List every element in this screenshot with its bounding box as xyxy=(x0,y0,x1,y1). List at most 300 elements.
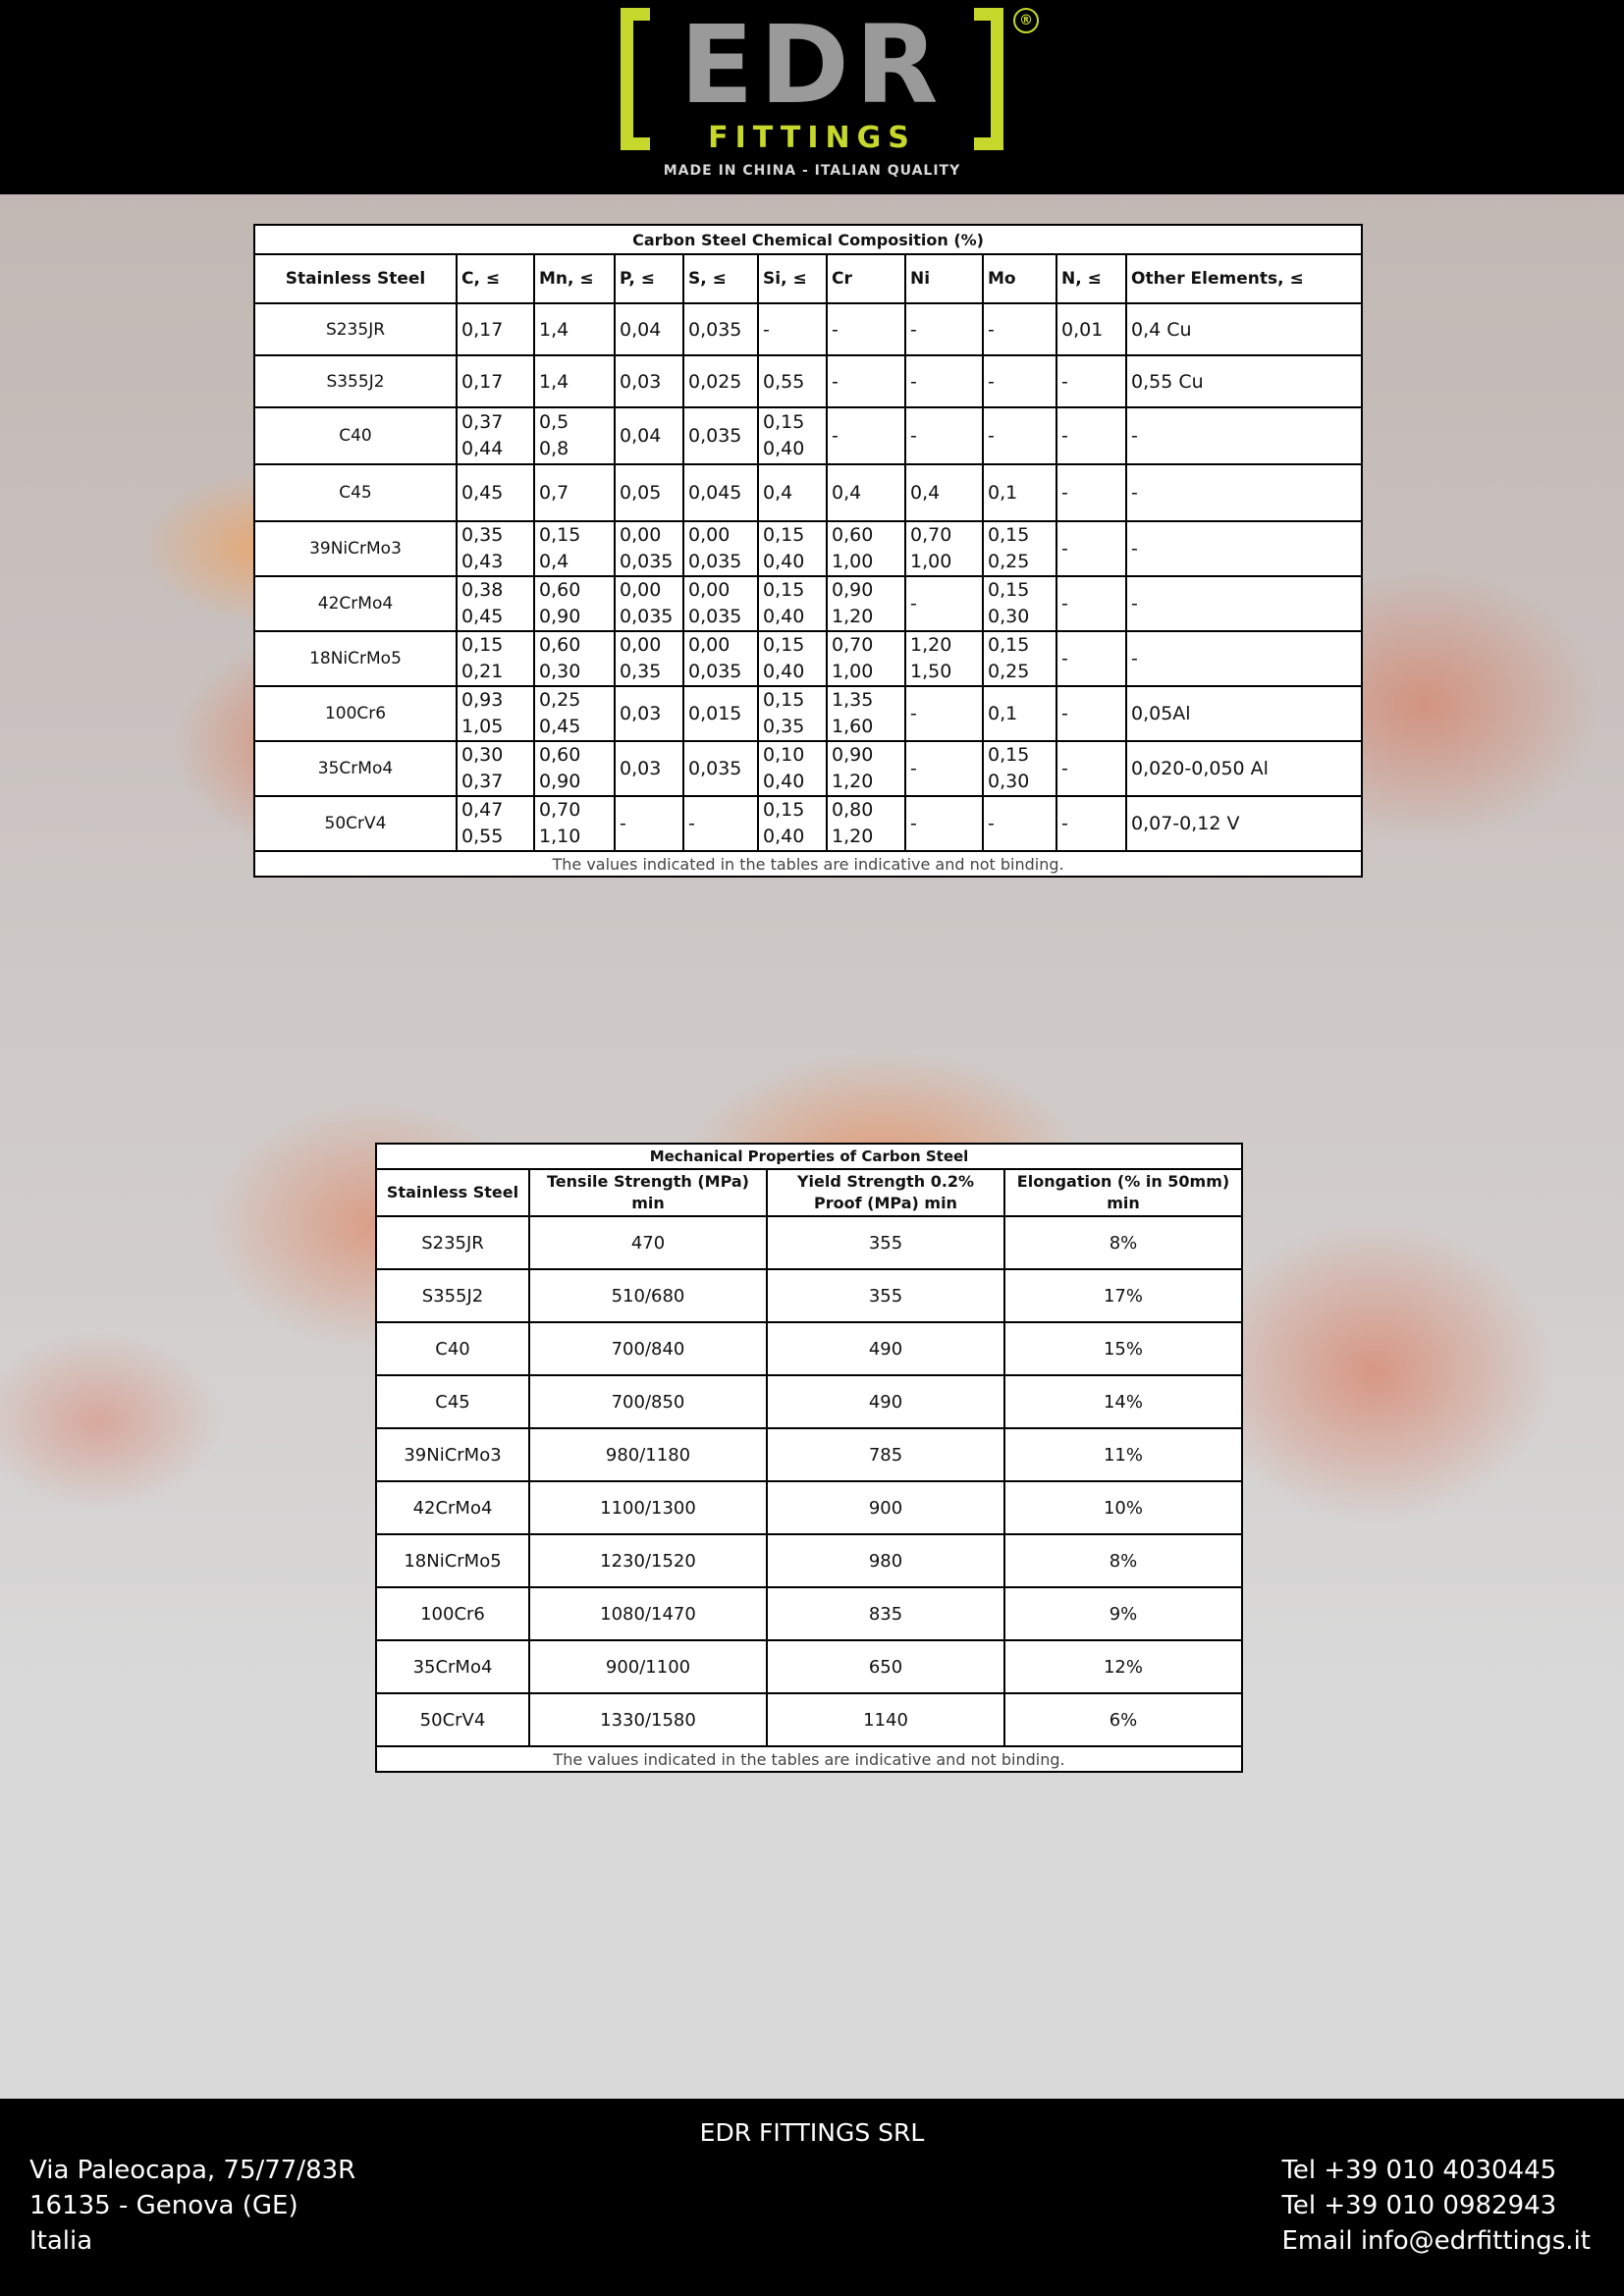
table-cell xyxy=(758,576,827,631)
table-cell: 510/680 xyxy=(529,1269,767,1322)
table-cell xyxy=(457,407,534,464)
cell-value: 0,35 xyxy=(620,661,662,682)
column-header: Yield Strength 0.2% Proof (MPa) min xyxy=(767,1169,1004,1216)
table-cell xyxy=(1126,576,1362,631)
table-header-row xyxy=(254,254,1362,303)
table-note: The values indicated in the tables are indicative and not binding. xyxy=(254,851,1362,877)
header-bar xyxy=(0,0,1624,194)
table-cell xyxy=(1056,741,1126,796)
table-cell: 1100/1300 xyxy=(529,1481,767,1534)
cell-value: 0,40 xyxy=(763,551,805,572)
cell-value: 1,35 xyxy=(832,689,874,711)
table-cell xyxy=(683,686,758,741)
table-cell xyxy=(683,355,758,407)
steel-grade: S355J2 xyxy=(254,355,457,407)
steel-grade: S235JR xyxy=(254,303,457,355)
cell-value: 0,40 xyxy=(763,661,805,682)
cell-value: 0,43 xyxy=(461,551,504,572)
table-cell xyxy=(1126,631,1362,686)
cell-value: 0,60 xyxy=(539,634,581,656)
steel-grade: 18NiCrMo5 xyxy=(376,1534,529,1587)
table-cell xyxy=(1056,686,1126,741)
cell-value: - xyxy=(910,813,917,834)
table-cell xyxy=(683,576,758,631)
table-cell: 785 xyxy=(767,1428,1004,1481)
table-cell: 355 xyxy=(767,1269,1004,1322)
cell-value: 0,15 xyxy=(763,689,805,711)
table-cell xyxy=(1056,521,1126,576)
table-row xyxy=(376,1534,1242,1587)
table-cell xyxy=(457,521,534,576)
cell-value: - xyxy=(988,425,995,447)
footer-bar xyxy=(0,2099,1624,2296)
table-cell xyxy=(457,741,534,796)
cell-value: 0,015 xyxy=(688,703,742,724)
cell-value: 0,03 xyxy=(620,703,662,724)
cell-value: 0,45 xyxy=(461,606,504,627)
table-cell xyxy=(983,355,1056,407)
cell-value: 0,37 xyxy=(461,771,504,792)
column-header: Ni xyxy=(905,254,983,303)
cell-value: 0,035 xyxy=(688,425,742,447)
steel-grade: 100Cr6 xyxy=(254,686,457,741)
cell-value: 0,4 xyxy=(910,482,941,504)
table-cell xyxy=(905,407,983,464)
cell-value: 0,10 xyxy=(763,744,805,766)
table-note-row xyxy=(254,851,1362,877)
table-cell xyxy=(683,521,758,576)
table-cell xyxy=(534,355,615,407)
table-row xyxy=(254,464,1362,521)
table-cell xyxy=(1056,407,1126,464)
cell-value: 0,60 xyxy=(539,579,581,601)
table-cell xyxy=(905,796,983,851)
steel-grade: C45 xyxy=(254,464,457,521)
cell-value: 0,035 xyxy=(688,758,742,779)
table-cell xyxy=(457,631,534,686)
cell-value: - xyxy=(1061,482,1068,504)
cell-value: 0,38 xyxy=(461,579,504,601)
table-cell xyxy=(827,521,905,576)
cell-value: - xyxy=(988,370,995,393)
cell-value: 0,03 xyxy=(620,370,662,393)
cell-value: 0,21 xyxy=(461,661,504,682)
steel-grade: C40 xyxy=(254,407,457,464)
table-row xyxy=(376,1375,1242,1428)
cell-value: 0,04 xyxy=(620,425,662,447)
cell-value: 0,55 xyxy=(763,370,805,393)
cell-value: 0,25 xyxy=(988,551,1030,572)
table-cell xyxy=(615,355,683,407)
table-cell: 11% xyxy=(1004,1428,1242,1481)
cell-value: 0,4 xyxy=(832,482,862,504)
cell-value: 0,8 xyxy=(539,438,569,459)
logo-subtext: FITTINGS xyxy=(708,121,916,155)
cell-value: 0,25 xyxy=(988,661,1030,682)
table-cell xyxy=(534,576,615,631)
cell-value: 0,15 xyxy=(988,524,1030,546)
table-cell xyxy=(683,303,758,355)
table-cell: 8% xyxy=(1004,1534,1242,1587)
table-cell xyxy=(1056,576,1126,631)
cell-value: 0,025 xyxy=(688,370,742,393)
table-cell: 650 xyxy=(767,1640,1004,1693)
cell-value: 1,20 xyxy=(910,634,952,656)
cell-value: - xyxy=(1061,593,1068,614)
table-cell xyxy=(534,686,615,741)
footer-company-name: EDR FITTINGS SRL xyxy=(699,2118,925,2147)
cell-value: 0,035 xyxy=(688,606,742,627)
table-row xyxy=(254,631,1362,686)
table-cell: 8% xyxy=(1004,1216,1242,1269)
cell-value: 1,05 xyxy=(461,716,504,737)
cell-value: 0,93 xyxy=(461,689,504,711)
cell-value: 0,70 xyxy=(910,524,952,546)
table-cell: 900 xyxy=(767,1481,1004,1534)
cell-value: 0,47 xyxy=(461,799,504,821)
cell-value: 0,035 xyxy=(688,318,742,341)
cell-value: 0,020-0,050 Al xyxy=(1131,758,1269,779)
table-cell xyxy=(758,303,827,355)
column-header: S, ≤ xyxy=(683,254,758,303)
cell-value: 0,17 xyxy=(461,318,504,341)
column-header: P, ≤ xyxy=(615,254,683,303)
table-cell xyxy=(683,407,758,464)
table-cell: 1140 xyxy=(767,1693,1004,1746)
phone-number[interactable]: Tel +39 010 0982943 xyxy=(1281,2191,1557,2220)
cell-value: 0,7 xyxy=(539,482,569,504)
column-header: C, ≤ xyxy=(457,254,534,303)
table-cell: 1330/1580 xyxy=(529,1693,767,1746)
table-cell: 980 xyxy=(767,1534,1004,1587)
cell-value: - xyxy=(1131,425,1138,447)
table-note-row xyxy=(376,1746,1242,1772)
cell-value: 0,40 xyxy=(763,771,805,792)
cell-value: 0,37 xyxy=(461,411,504,433)
table-cell xyxy=(1126,407,1362,464)
cell-value: - xyxy=(688,813,695,834)
table-cell: 10% xyxy=(1004,1481,1242,1534)
steel-grade: 39NiCrMo3 xyxy=(254,521,457,576)
cell-value: - xyxy=(1061,425,1068,447)
column-header: Tensile Strength (MPa) min xyxy=(529,1169,767,1216)
cell-value: 0,60 xyxy=(832,524,874,546)
table-cell: 1230/1520 xyxy=(529,1534,767,1587)
cell-value: 0,035 xyxy=(688,551,742,572)
steel-grade: 39NiCrMo3 xyxy=(376,1428,529,1481)
table-cell xyxy=(758,796,827,851)
cell-value: 0,05Al xyxy=(1131,703,1191,724)
cell-value: - xyxy=(1131,648,1138,669)
cell-value: 0,90 xyxy=(832,579,874,601)
cell-value: 0,90 xyxy=(832,744,874,766)
cell-value: 0,00 xyxy=(688,579,731,601)
cell-value: - xyxy=(1131,593,1138,614)
cell-value: 0,90 xyxy=(539,606,581,627)
cell-value: 0,00 xyxy=(620,524,662,546)
table-cell xyxy=(1056,355,1126,407)
table-row xyxy=(376,1481,1242,1534)
table-cell xyxy=(1056,796,1126,851)
table-header-row xyxy=(376,1169,1242,1216)
table-cell: 490 xyxy=(767,1322,1004,1375)
table-cell xyxy=(827,796,905,851)
cell-value: 1,20 xyxy=(832,826,874,847)
steel-grade: 42CrMo4 xyxy=(376,1481,529,1534)
cell-value: 0,15 xyxy=(988,744,1030,766)
table-cell xyxy=(758,407,827,464)
table-cell xyxy=(983,741,1056,796)
table-title: Carbon Steel Chemical Composition (%) xyxy=(254,225,1362,254)
table-cell xyxy=(683,796,758,851)
table-row xyxy=(254,741,1362,796)
table-cell xyxy=(534,303,615,355)
table-cell: 700/840 xyxy=(529,1322,767,1375)
table-cell xyxy=(905,464,983,521)
cell-value: 0,15 xyxy=(763,799,805,821)
footer-address xyxy=(29,2153,355,2259)
table-cell: 14% xyxy=(1004,1375,1242,1428)
table-cell xyxy=(758,355,827,407)
cell-value: 0,15 xyxy=(763,579,805,601)
cell-value: 0,5 xyxy=(539,411,569,433)
table-cell xyxy=(1126,303,1362,355)
table-cell: 12% xyxy=(1004,1640,1242,1693)
table-cell xyxy=(534,741,615,796)
cell-value: 0,05 xyxy=(620,482,662,504)
table-cell xyxy=(827,355,905,407)
table-cell xyxy=(827,576,905,631)
table-cell xyxy=(905,576,983,631)
table-row xyxy=(376,1693,1242,1746)
table-cell xyxy=(1126,355,1362,407)
cell-value: - xyxy=(910,593,917,614)
cell-value: 0,00 xyxy=(620,634,662,656)
table-cell xyxy=(1126,796,1362,851)
table-cell xyxy=(683,631,758,686)
cell-value: 0,80 xyxy=(832,799,874,821)
cell-value: - xyxy=(910,370,917,393)
table-row xyxy=(376,1640,1242,1693)
table-row xyxy=(376,1216,1242,1269)
cell-value: 0,00 xyxy=(620,579,662,601)
steel-grade: S355J2 xyxy=(376,1269,529,1322)
table-cell xyxy=(827,631,905,686)
column-header: Mo xyxy=(983,254,1056,303)
table-cell xyxy=(905,521,983,576)
cell-value: 0,70 xyxy=(832,634,874,656)
table-cell: 835 xyxy=(767,1587,1004,1640)
column-header: Stainless Steel xyxy=(254,254,457,303)
cell-value: 0,30 xyxy=(988,606,1030,627)
cell-value: - xyxy=(910,425,917,447)
table-cell: 6% xyxy=(1004,1693,1242,1746)
cell-value: - xyxy=(620,813,626,834)
steel-grade: S235JR xyxy=(376,1216,529,1269)
table-cell: 1080/1470 xyxy=(529,1587,767,1640)
cell-value: 0,17 xyxy=(461,370,504,393)
table-cell xyxy=(457,464,534,521)
cell-value: 1,00 xyxy=(910,551,952,572)
steel-grade: C45 xyxy=(376,1375,529,1428)
table-title-row xyxy=(376,1144,1242,1169)
cell-value: 0,30 xyxy=(461,744,504,766)
cell-value: - xyxy=(1061,648,1068,669)
mechanical-properties-table xyxy=(375,1143,1243,1773)
table-cell: 355 xyxy=(767,1216,1004,1269)
table-cell xyxy=(983,521,1056,576)
table-row xyxy=(254,355,1362,407)
logo-tagline: MADE IN CHINA - ITALIAN QUALITY xyxy=(663,163,961,179)
steel-grade: 35CrMo4 xyxy=(254,741,457,796)
table-title-row xyxy=(254,225,1362,254)
table-cell: 470 xyxy=(529,1216,767,1269)
cell-value: 1,50 xyxy=(910,661,952,682)
cell-value: 0,035 xyxy=(620,606,674,627)
cell-value: 0,4 xyxy=(539,551,569,572)
cell-value: 0,03 xyxy=(620,758,662,779)
table-cell xyxy=(758,521,827,576)
table-cell xyxy=(534,407,615,464)
table-row xyxy=(254,686,1362,741)
column-header: Mn, ≤ xyxy=(534,254,615,303)
table-cell xyxy=(983,686,1056,741)
table-cell xyxy=(905,686,983,741)
table-cell xyxy=(534,521,615,576)
cell-value: - xyxy=(1061,703,1068,724)
table-note: The values indicated in the tables are indicative and not binding. xyxy=(376,1746,1242,1772)
table-cell: 900/1100 xyxy=(529,1640,767,1693)
steel-grade: 50CrV4 xyxy=(376,1693,529,1746)
table-cell xyxy=(615,686,683,741)
table-cell xyxy=(683,741,758,796)
cell-value: 0,30 xyxy=(539,661,581,682)
table-cell xyxy=(683,464,758,521)
table-cell xyxy=(983,303,1056,355)
table-cell xyxy=(457,576,534,631)
cell-value: - xyxy=(988,813,995,834)
cell-value: 0,55 Cu xyxy=(1131,370,1204,393)
table-row xyxy=(254,303,1362,355)
table-cell xyxy=(905,303,983,355)
table-cell xyxy=(615,521,683,576)
table-cell: 700/850 xyxy=(529,1375,767,1428)
table-cell: 17% xyxy=(1004,1269,1242,1322)
cell-value: 0,1 xyxy=(988,703,1018,724)
table-cell xyxy=(457,796,534,851)
logo-right-bracket xyxy=(974,8,1003,150)
table-cell xyxy=(1126,686,1362,741)
email-address[interactable]: Email info@edrfittings.it xyxy=(1281,2226,1591,2256)
steel-grade: C40 xyxy=(376,1322,529,1375)
cell-value: 0,60 xyxy=(539,744,581,766)
table-cell xyxy=(615,631,683,686)
cell-value: 0,01 xyxy=(1061,318,1104,341)
table-cell xyxy=(1126,741,1362,796)
cell-value: 0,15 xyxy=(763,411,805,433)
footer-contact xyxy=(1281,2153,1591,2259)
cell-value: - xyxy=(1131,482,1138,504)
cell-value: 0,15 xyxy=(988,579,1030,601)
table-cell: 9% xyxy=(1004,1587,1242,1640)
table-cell xyxy=(983,631,1056,686)
cell-value: 0,035 xyxy=(688,661,742,682)
cell-value: 1,20 xyxy=(832,771,874,792)
cell-value: 0,1 xyxy=(988,482,1018,504)
cell-value: 0,45 xyxy=(461,482,504,504)
cell-value: 0,035 xyxy=(620,551,674,572)
cell-value: - xyxy=(910,318,917,341)
table-cell xyxy=(1056,631,1126,686)
table-cell xyxy=(827,741,905,796)
cell-value: 0,15 xyxy=(763,524,805,546)
chemical-composition-table xyxy=(253,224,1363,878)
cell-value: - xyxy=(832,370,839,393)
cell-value: 0,35 xyxy=(763,716,805,737)
cell-value: - xyxy=(763,318,770,341)
cell-value: 0,55 xyxy=(461,826,504,847)
table-cell: 980/1180 xyxy=(529,1428,767,1481)
table-cell xyxy=(983,407,1056,464)
cell-value: 1,4 xyxy=(539,318,569,341)
table-cell xyxy=(615,576,683,631)
cell-value: 0,4 xyxy=(763,482,793,504)
steel-grade: 18NiCrMo5 xyxy=(254,631,457,686)
column-header: Si, ≤ xyxy=(758,254,827,303)
cell-value: 0,40 xyxy=(763,438,805,459)
cell-value: 1,4 xyxy=(539,370,569,393)
cell-value: 1,60 xyxy=(832,716,874,737)
table-cell xyxy=(1056,464,1126,521)
table-row xyxy=(376,1269,1242,1322)
steel-grade: 35CrMo4 xyxy=(376,1640,529,1693)
cell-value: 0,70 xyxy=(539,799,581,821)
column-header: N, ≤ xyxy=(1056,254,1126,303)
cell-value: 0,4 Cu xyxy=(1131,318,1192,341)
cell-value: 0,44 xyxy=(461,438,504,459)
table-row xyxy=(254,576,1362,631)
table-row xyxy=(376,1322,1242,1375)
steel-grade: 42CrMo4 xyxy=(254,576,457,631)
table-row xyxy=(376,1428,1242,1481)
table-cell xyxy=(983,576,1056,631)
table-cell xyxy=(905,631,983,686)
table-cell: 15% xyxy=(1004,1322,1242,1375)
cell-value: 0,15 xyxy=(539,524,581,546)
table-cell xyxy=(615,303,683,355)
cell-value: 0,045 xyxy=(688,482,742,504)
table-cell xyxy=(457,355,534,407)
table-cell xyxy=(1126,521,1362,576)
cell-value: 0,07-0,12 V xyxy=(1131,813,1240,834)
table-cell xyxy=(615,464,683,521)
cell-value: - xyxy=(832,318,839,341)
table-row xyxy=(254,521,1362,576)
table-cell xyxy=(615,796,683,851)
cell-value: - xyxy=(1061,813,1068,834)
table-cell xyxy=(1056,303,1126,355)
cell-value: - xyxy=(988,318,995,341)
phone-number[interactable]: Tel +39 010 4030445 xyxy=(1281,2156,1557,2185)
cell-value: 0,15 xyxy=(461,634,504,656)
cell-value: 0,00 xyxy=(688,634,731,656)
cell-value: - xyxy=(1061,758,1068,779)
steel-grade: 100Cr6 xyxy=(376,1587,529,1640)
table-cell: 490 xyxy=(767,1375,1004,1428)
logo-left-bracket xyxy=(621,8,650,150)
cell-value: - xyxy=(1131,538,1138,560)
cell-value: 0,25 xyxy=(539,689,581,711)
